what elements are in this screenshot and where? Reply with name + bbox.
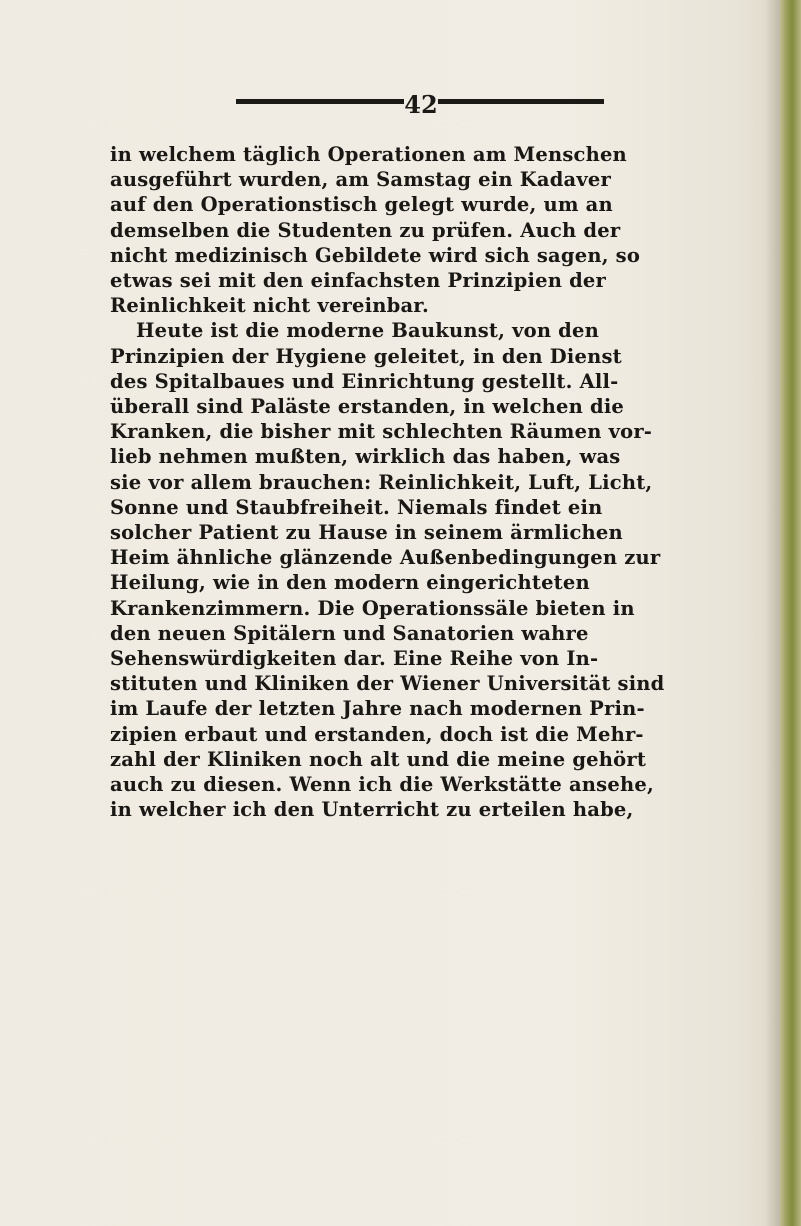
text-line: lieb nehmen mußten, wirklich das haben, was — [110, 445, 621, 469]
text-line: Kranken, die bisher mit schlechten Räumen vor- — [110, 420, 653, 444]
text-line: Prinzipien der Hygiene geleitet, in den Dienst — [110, 344, 622, 368]
text-line: nicht medizinisch Gebildete wird sich sagen, so — [110, 243, 641, 267]
text-line: etwas sei mit den einfachsten Prinzipien der — [110, 269, 606, 293]
gutter-shadow — [765, 0, 779, 1226]
body-text — [110, 142, 702, 822]
text-line: auf den Operationstisch gelegt wurde, um an — [110, 193, 613, 217]
text-line: im Laufe der letzten Jahre nach modernen Prin- — [110, 697, 645, 721]
text-line: überall sind Paläste erstanden, in welchen die — [110, 395, 625, 419]
text-line: Reinlichkeit nicht vereinbar. — [110, 294, 429, 318]
text-line: ausgeführt wurden, am Samstag ein Kadaver — [110, 168, 611, 192]
page-number: 42 — [404, 90, 438, 119]
text-line: auch zu diesen. Wenn ich die Werkstätte ansehe, — [110, 773, 654, 797]
text-line: Sehenswürdigkeiten dar. Eine Reihe von In- — [110, 647, 599, 671]
page-header — [236, 90, 604, 119]
text-line: demselben die Studenten zu prüfen. Auch der — [110, 218, 621, 242]
text-line: Heilung, wie in den modern eingerichteten — [110, 571, 590, 595]
book-spine-edge — [779, 0, 801, 1226]
text-line: zahl der Kliniken noch alt und die meine gehört — [110, 747, 647, 771]
text-line: des Spitalbaues und Einrichtung gestellt. All- — [110, 369, 619, 393]
text-line: sie vor allem brauchen: Reinlichkeit, Luft, Licht, — [110, 470, 653, 494]
header-rule-right — [438, 99, 604, 104]
text-line: Heim ähnliche glänzende Außenbedingungen zur — [110, 546, 661, 570]
paragraph-start-line: Heute ist die moderne Baukunst, von den — [136, 319, 600, 343]
text-line: solcher Patient zu Hause in seinem ärmlichen — [110, 521, 623, 545]
header-rule-left — [236, 99, 404, 104]
text-line: Sonne und Staubfreiheit. Niemals findet ein — [110, 495, 603, 519]
text-line: in welcher ich den Unterricht zu erteilen habe, — [110, 798, 634, 822]
text-line: zipien erbaut und erstanden, doch ist die Mehr- — [110, 722, 644, 746]
text-line: in welchem täglich Operationen am Menschen — [110, 143, 627, 166]
text-line: stituten und Kliniken der Wiener Universität sind — [110, 672, 665, 696]
text-line: Krankenzimmern. Die Operationssäle bieten in — [110, 596, 635, 620]
text-line: den neuen Spitälern und Sanatorien wahre — [110, 621, 589, 645]
